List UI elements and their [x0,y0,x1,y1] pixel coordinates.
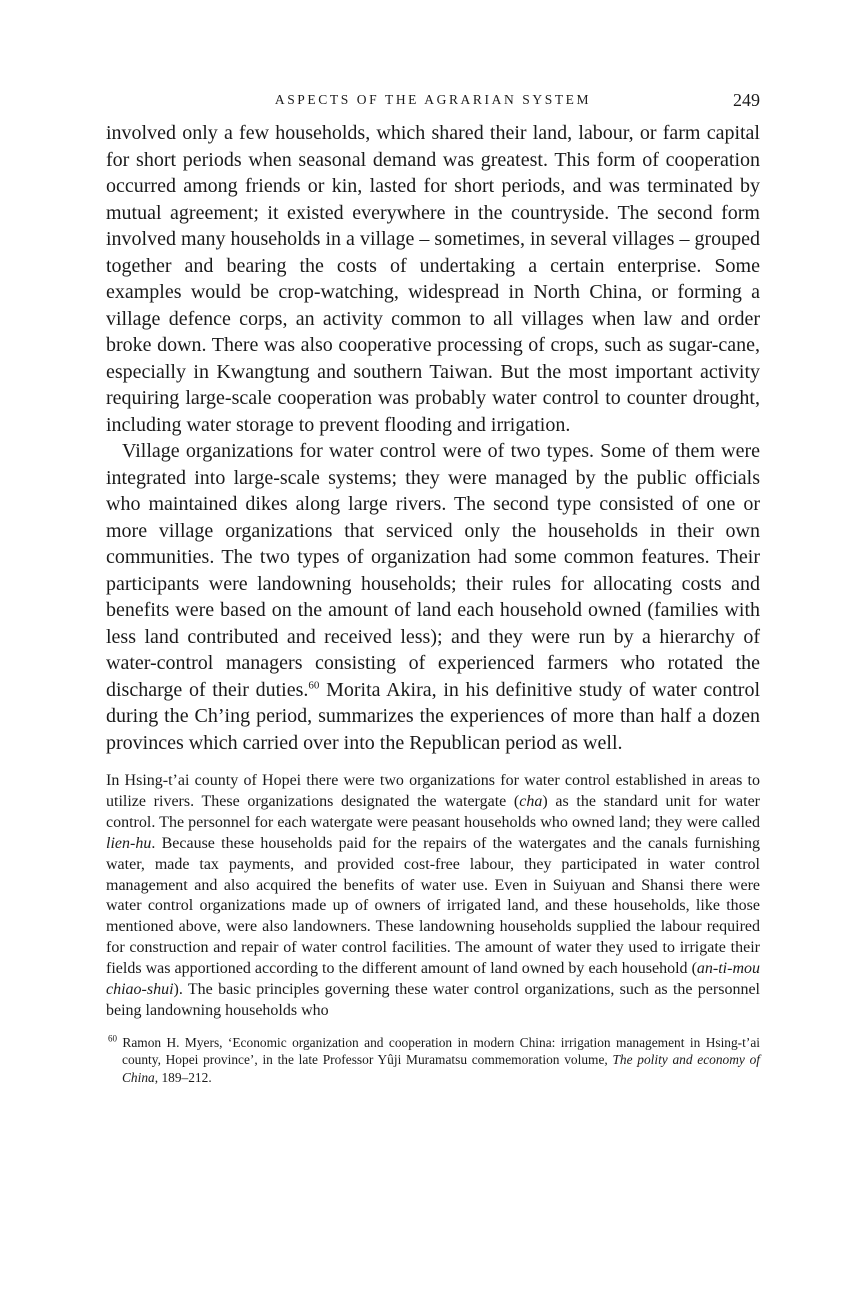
footnote-text-b: , 189–212. [154,1069,212,1085]
paragraph-water-control-text-a: Village organizations for water control were of two types. Some of them were integrated into large-scale systems; they were managed by the public officials who maintained dikes along large rivers. The second type consisted of one or more village organizations that serviced only the households in their own communities. The two types of organization had some common features. Their participants were landowning households; their rules for allocating costs and benefits were based on the amount of land each household owned (families with less land contributed and received less); and they were run by a hierarchy of water-control managers consisting of experienced farmers who rotated the discharge of their duties. [106,440,760,701]
paragraph-water-control-text-b: Morita Akira, in his definitive study of water control during the Ch’ing period, summarizes the experiences of more than half a dozen provinces which carried over into the Republican period as well. [106,678,761,754]
running-head: ASPECTS OF THE AGRARIAN SYSTEM [274,92,592,107]
quote-segment: ) as the standard unit for water control. The personnel for each watergate were peasant households who owned land; they were called [106,792,761,831]
term-lien-hu: lien-hu [106,834,152,852]
footnote-text-a: Ramon H. Myers, ‘Economic organization and cooperation in modern China: irrigation management in Hsing-t’ai county, Hopei province’, in the late Professor Yûji Muramatsu commemoration volume, [117,1034,760,1068]
quote-segment: ). The basic principles governing these water control organizations, such as the personnel being landowning households who [106,981,760,1019]
footnote-title: The polity and economy of China [122,1052,760,1085]
quote-segment: . Because these households paid for the repairs of the watergates and the canals furnishing water, made tax payments, and provided cost-free labour, they participated in water control management and also acquired the benefits of water use. Even in Suiyuan and Shansi there were water control organizations made up of owners of irrigated land, and these households, like those mentioned above, were also landowners. These landowning households supplied the labour required for construction and repair of water control facilities. The amount of water they used to irrigate their fields was apportioned according to the different amount of land owned by each household ( [106,834,760,978]
body-text [106,120,760,756]
footnote [106,1034,760,1087]
term-cha: cha [519,792,543,810]
paragraph-water-control [106,438,760,756]
term-an-ti-mou: an-ti-mou chiao-shui [106,960,760,999]
block-quote-text [106,771,760,1022]
footnote-marker: 60 [108,1033,117,1044]
page-header [106,90,760,120]
quote-segment: In Hsing-t’ai county of Hopei there were two organizations for water control established in areas to utilize rivers. These organizations designated the watergate ( [106,772,760,810]
footnote-reference[interactable]: 60 [308,678,320,691]
book-page [106,90,760,1086]
paragraph-cooperation [106,120,760,438]
page-number: 249 [733,90,760,110]
paragraph-cooperation-text: involved only a few households, which shared their land, labour, or farm capital for short periods when seasonal demand was greatest. This form of cooperation occurred among friends or kin, lasted for short periods, and was terminated by mutual agreement; it existed everywhere in the countryside. The second form involved many households in a village – sometimes, in several villages – grouped together and bearing the costs of undertaking a certain enterprise. Some examples would be crop-watching, widespread in North China, or forming a village defence corps, an activity common to all villages when law and order broke down. There was also cooperative processing of crops, such as sugar-cane, especially in Kwangtung and southern Taiwan. But the most important activity requiring large-scale cooperation was probably water control to counter drought, including water storage to prevent flooding and irrigation. [106,122,760,436]
block-quote [106,771,760,1022]
